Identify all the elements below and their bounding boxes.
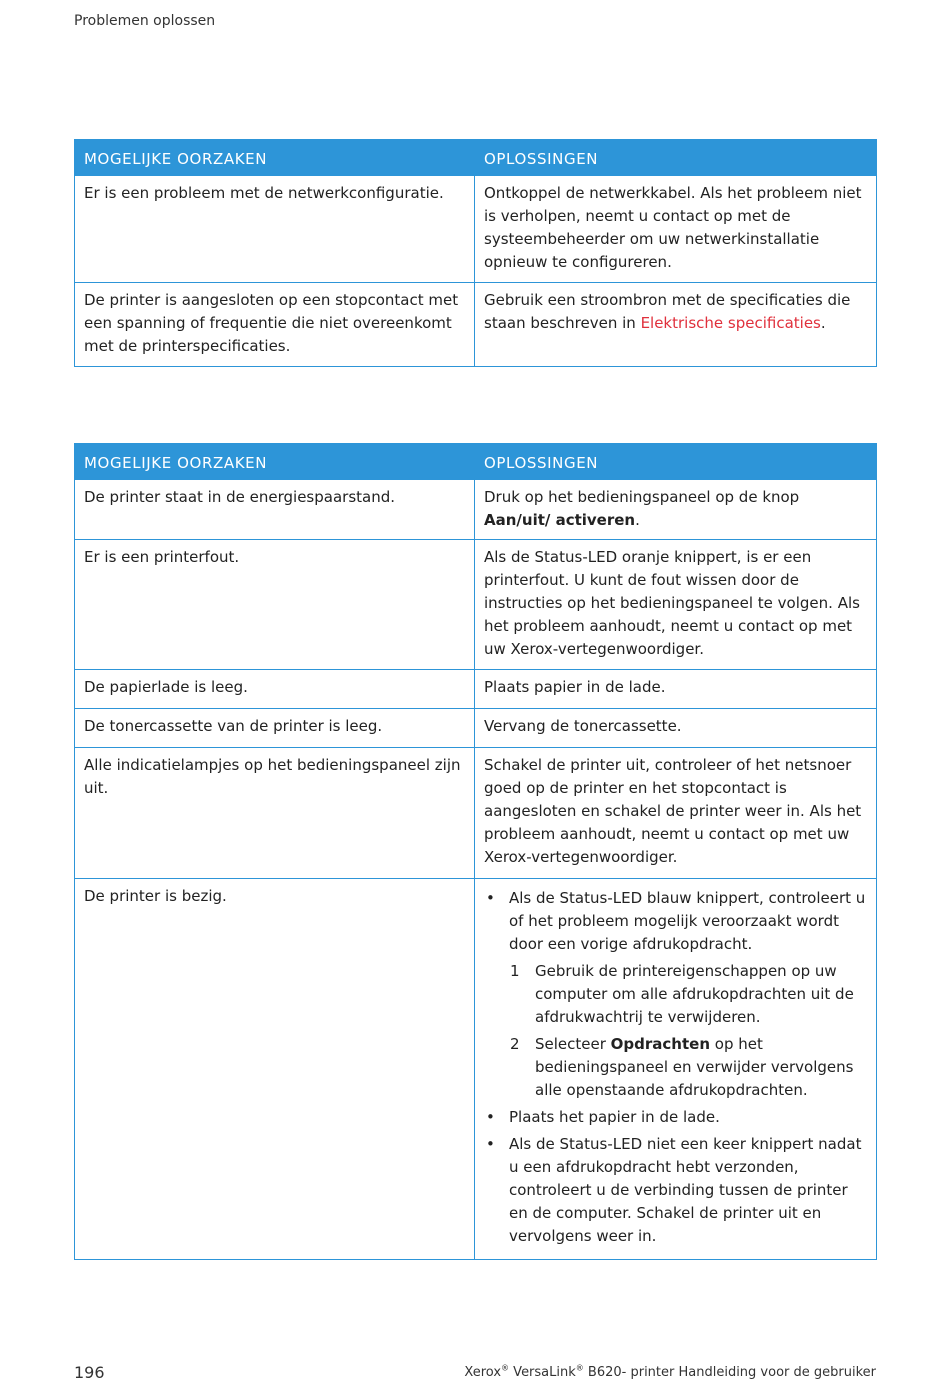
table-header-row — [75, 140, 877, 176]
step-number: 2 — [510, 1035, 520, 1053]
column-header-causes: MOGELIJKE OORZAKEN — [75, 140, 475, 176]
footer-document-title — [464, 1365, 876, 1380]
solution-cell — [475, 480, 877, 540]
list-item — [484, 1133, 867, 1248]
registered-mark: ® — [501, 1363, 510, 1373]
solution-text-end: . — [820, 314, 826, 332]
table-row — [75, 709, 877, 748]
cause-cell: De tonercassette van de printer is leeg. — [75, 709, 475, 748]
solution-cell: Plaats papier in de lade. — [475, 670, 877, 709]
table-row — [75, 748, 877, 879]
column-header-causes: MOGELIJKE OORZAKEN — [75, 444, 475, 480]
step-number: 1 — [510, 962, 520, 980]
solution-text: Gebruik een stroombron met de specificaties die staan beschreven in — [484, 291, 851, 332]
solution-text: Druk op het bedieningspaneel op de knop — [484, 488, 800, 506]
cause-cell: Alle indicatielampjes op het bedieningspaneel zijn uit. — [75, 748, 475, 879]
bullet-text: Plaats het papier in de lade. — [509, 1108, 720, 1126]
cause-cell: De printer staat in de energiespaarstand. — [75, 480, 475, 540]
cause-cell: De printer is aangesloten op een stopcontact met een spanning of frequentie die niet overeenkomt met de printerspecificaties. — [75, 283, 475, 367]
list-item — [509, 960, 867, 1029]
cause-cell: Er is een printerfout. — [75, 540, 475, 670]
table-row — [75, 879, 877, 1260]
cause-cell: De papierlade is leeg. — [75, 670, 475, 709]
page-number: 196 — [74, 1363, 105, 1382]
electrical-specifications-link[interactable]: Elektrische specificaties — [640, 314, 821, 332]
bullet-text: Als de Status-LED blauw knippert, controleert u of het probleem mogelijk veroorzaakt wordt door een vorige afdrukopdracht. — [509, 889, 866, 953]
jobs-button-label: Opdrachten — [610, 1035, 711, 1053]
table-row — [75, 670, 877, 709]
running-header: Problemen oplossen — [74, 13, 216, 29]
list-item — [484, 1106, 867, 1129]
solution-cell: Als de Status-LED oranje knippert, is er een printerfout. U kunt de fout wissen door de instructies op het bedieningspaneel te volgen. Als het probleem aanhoudt, neemt u contact op met uw Xerox-vertegenwoordiger. — [475, 540, 877, 670]
registered-mark: ® — [575, 1363, 584, 1373]
bullet-icon: • — [486, 1135, 495, 1153]
step-text-end: op het bedieningspaneel en verwijder vervolgens alle openstaande afdrukopdrachten. — [535, 1035, 854, 1099]
footer-brand: Xerox — [464, 1365, 502, 1380]
solution-cell — [475, 879, 877, 1260]
bullet-icon: • — [486, 1108, 495, 1126]
list-item — [509, 1033, 867, 1102]
step-list — [509, 960, 867, 1102]
bullet-icon: • — [486, 889, 495, 907]
table-row — [75, 480, 877, 540]
table-header-row — [75, 444, 877, 480]
solution-bullet-list — [484, 887, 867, 1248]
table-row — [75, 540, 877, 670]
footer-product: VersaLink — [509, 1365, 576, 1380]
bullet-text: Als de Status-LED niet een keer knippert nadat u een afdrukopdracht hebt verzonden, controleert u de verbinding tussen de printer en de computer. Schakel de printer uit en vervolgens weer in. — [509, 1135, 862, 1245]
solution-cell: Ontkoppel de netwerkkabel. Als het probleem niet is verholpen, neemt u contact op met de systeembeheerder om uw netwerkinstallatie opnieuw te configureren. — [475, 176, 877, 283]
footer-model-title: B620- printer Handleiding voor de gebruiker — [583, 1365, 876, 1380]
cause-cell: De printer is bezig. — [75, 879, 475, 1260]
cause-cell: Er is een probleem met de netwerkconfiguratie. — [75, 176, 475, 283]
troubleshooting-table-2 — [74, 443, 877, 1260]
troubleshooting-table-1 — [74, 139, 877, 367]
step-text: Selecteer — [535, 1035, 611, 1053]
solution-cell: Schakel de printer uit, controleer of het netsnoer goed op de printer en het stopcontact is aangesloten en schakel de printer weer in. Als het probleem aanhoudt, neemt u contact op met uw Xerox-vertegenwoordiger. — [475, 748, 877, 879]
solution-cell: Vervang de tonercassette. — [475, 709, 877, 748]
table-row — [75, 283, 877, 367]
column-header-solutions: OPLOSSINGEN — [475, 140, 877, 176]
list-item — [484, 887, 867, 1102]
solution-cell — [475, 283, 877, 367]
power-button-label: Aan/uit/ activeren — [484, 511, 636, 529]
column-header-solutions: OPLOSSINGEN — [475, 444, 877, 480]
step-text: Gebruik de printereigenschappen op uw computer om alle afdrukopdrachten uit de afdrukwachtrij te verwijderen. — [535, 962, 854, 1026]
solution-text-end: . — [635, 511, 640, 529]
table-row — [75, 176, 877, 283]
